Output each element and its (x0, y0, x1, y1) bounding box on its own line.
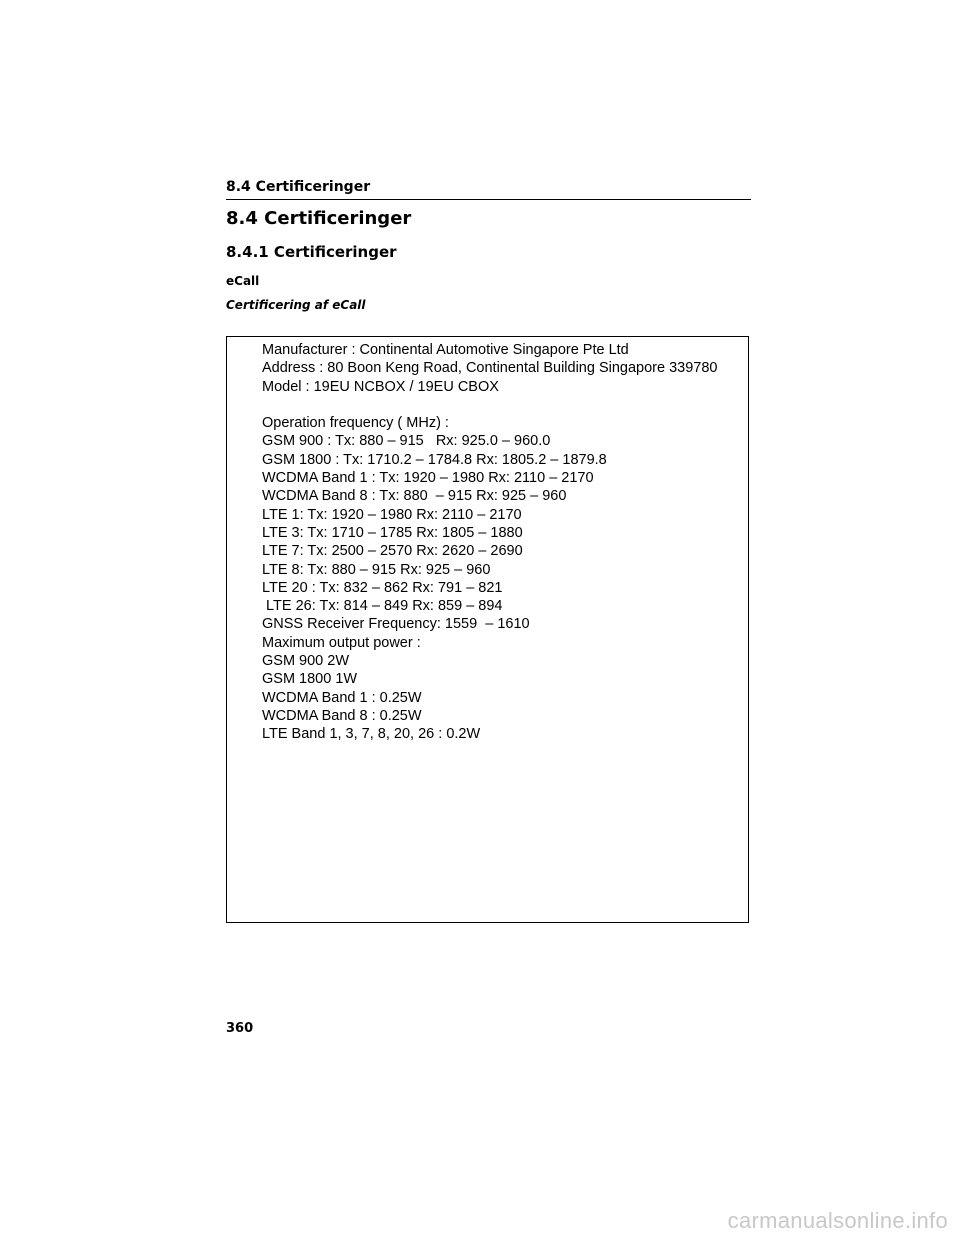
certification-label-text (262, 341, 738, 744)
label-line-gsm900: GSM 900 : Tx: 880 – 915 Rx: 925.0 – 960.0 (262, 433, 551, 450)
label-line-lte8: LTE 8: Tx: 880 – 915 Rx: 925 – 960 (262, 561, 491, 578)
label-line-spacer (262, 396, 738, 414)
label-line-model: Model : 19EU NCBOX / 19EU CBOX (262, 378, 499, 395)
label-line-gsm1800-power: GSM 1800 1W (262, 671, 358, 688)
label-line-wcdma-band8: WCDMA Band 8 : Tx: 880 – 915 Rx: 925 – 960 (262, 488, 567, 505)
label-line-gnss: GNSS Receiver Frequency: 1559 – 1610 (262, 616, 530, 633)
label-line-lte26: LTE 26: Tx: 814 – 849 Rx: 859 – 894 (262, 598, 503, 615)
section-title: 8.4 Certificeringer (226, 208, 412, 229)
label-line-max-power: Maximum output power : (262, 634, 421, 651)
watermark: carmanualsonline.info (727, 1208, 948, 1233)
label-line-manufacturer: Manufacturer : Continental Automotive Singapore Pte Ltd (262, 342, 629, 358)
label-line-wcdma-band1-power: WCDMA Band 1 : 0.25W (262, 689, 422, 706)
label-line-wcdma-band1: WCDMA Band 1 : Tx: 1920 – 1980 Rx: 2110 – 2170 (262, 470, 594, 487)
topic-heading: eCall (226, 274, 260, 288)
page-number: 360 (226, 1021, 254, 1036)
label-line-gsm1800: GSM 1800 : Tx: 1710.2 – 1784.8 Rx: 1805.2 – 1879.8 (262, 451, 607, 468)
label-line-lte3: LTE 3: Tx: 1710 – 1785 Rx: 1805 – 1880 (262, 524, 523, 541)
label-line-lte20: LTE 20 : Tx: 832 – 862 Rx: 791 – 821 (262, 579, 503, 596)
subsection-title: 8.4.1 Certificeringer (226, 243, 397, 261)
label-line-lte-power: LTE Band 1, 3, 7, 8, 20, 26 : 0.2W (262, 726, 481, 743)
label-line-gsm900-power: GSM 900 2W (262, 653, 350, 670)
figure-caption: Certificering af eCall (226, 298, 366, 312)
label-line-wcdma-band8-power: WCDMA Band 8 : 0.25W (262, 707, 422, 724)
label-line-lte7: LTE 7: Tx: 2500 – 2570 Rx: 2620 – 2690 (262, 543, 523, 560)
certification-label-figure (226, 336, 749, 923)
label-line-lte1: LTE 1: Tx: 1920 – 1980 Rx: 2110 – 2170 (262, 506, 522, 523)
label-line-address: Address : 80 Boon Keng Road, Continental Building Singapore 339780 (262, 360, 718, 377)
running-header: 8.4 Certificeringer (226, 178, 751, 200)
label-line-operation-frequency: Operation frequency ( MHz) : (262, 415, 449, 432)
